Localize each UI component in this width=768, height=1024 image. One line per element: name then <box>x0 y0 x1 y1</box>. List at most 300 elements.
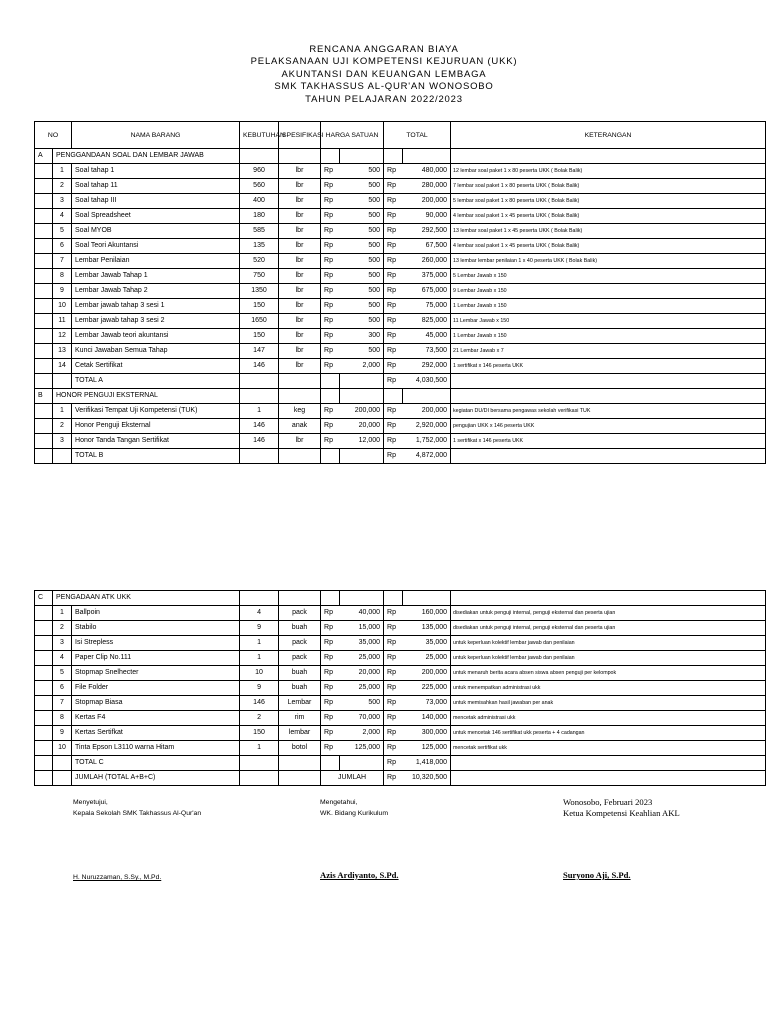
unit-price: 20,000 <box>340 666 384 681</box>
row-no: 11 <box>53 314 72 329</box>
approver-title: Kepala Sekolah SMK Takhassus Al-Qur'an <box>73 810 202 817</box>
empty-cell <box>240 149 279 164</box>
table-row <box>35 224 766 239</box>
empty-cell <box>35 269 53 284</box>
empty-cell <box>340 149 384 164</box>
acknowledger-title: WK. Bidang Kurikulum <box>320 810 388 817</box>
price-currency: Rp <box>321 636 340 651</box>
total-value: 1,418,000 <box>403 756 451 771</box>
empty-cell <box>35 696 53 711</box>
unit-price: 500 <box>340 696 384 711</box>
item-qty: 520 <box>240 254 279 269</box>
item-total: 2,920,000 <box>403 419 451 434</box>
item-name: Lembar Jawab Tahap 2 <box>72 284 240 299</box>
header-subtitle: PELAKSANAAN UJI KOMPETENSI KEJURUAN (UKK) <box>250 56 518 68</box>
total-row <box>35 449 766 464</box>
total-currency: Rp <box>384 434 403 449</box>
empty-cell <box>53 449 72 464</box>
empty-cell <box>35 651 53 666</box>
signature-approver <box>73 797 201 819</box>
total-currency: Rp <box>384 299 403 314</box>
item-unit: lbr <box>279 269 321 284</box>
empty-cell <box>451 591 766 606</box>
item-qty: 180 <box>240 209 279 224</box>
header-year: TAHUN PELAJARAN 2022/2023 <box>305 93 463 105</box>
item-name: Isi Strepless <box>72 636 240 651</box>
table-row <box>35 711 766 726</box>
price-currency: Rp <box>321 741 340 756</box>
unit-price: 500 <box>340 224 384 239</box>
total-currency: Rp <box>384 329 403 344</box>
empty-cell <box>35 329 53 344</box>
empty-cell <box>35 666 53 681</box>
item-note: 21 Lembar Jawab x 7 <box>451 344 766 359</box>
item-qty: 146 <box>240 434 279 449</box>
price-currency: Rp <box>321 269 340 284</box>
item-total: 73,000 <box>403 696 451 711</box>
item-name: Tinta Epson L3110 warna Hitam <box>72 741 240 756</box>
empty-cell <box>340 449 384 464</box>
table-row <box>35 651 766 666</box>
row-no: 6 <box>53 681 72 696</box>
item-name: Verifikasi Tempat Uji Kompetensi (TUK) <box>72 404 240 419</box>
unit-price: 40,000 <box>340 606 384 621</box>
section-title: PENGADAAN ATK UKK <box>53 591 240 606</box>
section-header-row <box>35 389 766 404</box>
section-header-row <box>35 149 766 164</box>
price-currency: Rp <box>321 681 340 696</box>
item-name: Lembar Jawab teori akuntansi <box>72 329 240 344</box>
total-currency: Rp <box>384 239 403 254</box>
price-currency: Rp <box>321 254 340 269</box>
item-note: 4 lembar soal paket 1 x 45 peserta UKK ( Bolak Balik) <box>451 209 766 224</box>
table-row <box>35 681 766 696</box>
unit-price: 500 <box>340 194 384 209</box>
approver-name: H. Nuruzzaman, S.Sy., M.Pd. <box>73 874 162 881</box>
section-code: B <box>35 389 53 404</box>
row-no: 6 <box>53 239 72 254</box>
price-currency: Rp <box>321 299 340 314</box>
item-unit: pack <box>279 651 321 666</box>
empty-cell <box>340 756 384 771</box>
row-no: 14 <box>53 359 72 374</box>
empty-cell <box>35 239 53 254</box>
section-code: A <box>35 149 53 164</box>
empty-cell <box>35 434 53 449</box>
empty-cell <box>35 681 53 696</box>
col-note: KETERANGAN <box>451 122 766 149</box>
section-header-row <box>35 591 766 606</box>
item-name: Soal tahap 1 <box>72 164 240 179</box>
acknowledger-name: Azis Ardiyanto, S.Pd. <box>320 870 399 880</box>
row-no: 2 <box>53 179 72 194</box>
row-no: 2 <box>53 621 72 636</box>
empty-cell <box>279 149 321 164</box>
empty-cell <box>35 254 53 269</box>
col-price: HARGA SATUAN <box>321 122 384 149</box>
table-row <box>35 194 766 209</box>
empty-cell <box>35 164 53 179</box>
item-note: 13 lembar lembar penilaian 1 x 40 peserta UKK ( Bolak Balik) <box>451 254 766 269</box>
empty-cell <box>321 449 340 464</box>
empty-cell <box>35 606 53 621</box>
empty-cell <box>321 756 340 771</box>
total-currency: Rp <box>384 224 403 239</box>
item-note: mencetak sertifikat ukk <box>451 741 766 756</box>
empty-cell <box>35 299 53 314</box>
row-no: 10 <box>53 741 72 756</box>
item-qty: 9 <box>240 621 279 636</box>
item-qty: 1 <box>240 651 279 666</box>
empty-cell <box>53 374 72 389</box>
item-note: untuk keperluan kolektif lembar jawab dan penilaian <box>451 651 766 666</box>
total-row <box>35 756 766 771</box>
empty-cell <box>451 756 766 771</box>
item-total: 67,500 <box>403 239 451 254</box>
row-no: 1 <box>53 404 72 419</box>
item-note: pengujian UKK x 146 peserta UKK <box>451 419 766 434</box>
row-no: 9 <box>53 284 72 299</box>
item-name: Soal tahap III <box>72 194 240 209</box>
row-no: 8 <box>53 711 72 726</box>
total-currency: Rp <box>384 209 403 224</box>
item-qty: 9 <box>240 681 279 696</box>
total-value: 4,872,000 <box>403 449 451 464</box>
price-currency: Rp <box>321 651 340 666</box>
unit-price: 20,000 <box>340 419 384 434</box>
item-unit: lbr <box>279 239 321 254</box>
unit-price: 500 <box>340 179 384 194</box>
total-currency: Rp <box>384 636 403 651</box>
unit-price: 70,000 <box>340 711 384 726</box>
item-name: File Folder <box>72 681 240 696</box>
empty-cell <box>403 149 451 164</box>
item-total: 200,000 <box>403 404 451 419</box>
item-name: Paper Clip No.111 <box>72 651 240 666</box>
table-row <box>35 164 766 179</box>
empty-cell <box>321 389 340 404</box>
total-currency: Rp <box>384 164 403 179</box>
item-note: 12 lembar soal paket 1 x 80 peserta UKK ( Bolak Balik) <box>451 164 766 179</box>
item-unit: botol <box>279 741 321 756</box>
col-unit: SPESIFIKASI <box>279 122 321 149</box>
total-currency: Rp <box>384 756 403 771</box>
table-header-row <box>35 122 766 149</box>
item-total: 135,000 <box>403 621 451 636</box>
empty-cell <box>240 374 279 389</box>
table-row <box>35 621 766 636</box>
item-total: 280,000 <box>403 179 451 194</box>
empty-cell <box>279 374 321 389</box>
item-unit: lbr <box>279 299 321 314</box>
table-row <box>35 359 766 374</box>
row-no: 2 <box>53 419 72 434</box>
signature-acknowledger <box>320 797 388 819</box>
section-title: PENGGANDAAN SOAL DAN LEMBAR JAWAB <box>53 149 240 164</box>
empty-cell <box>35 179 53 194</box>
item-note: untuk memisahkan hasil jawaban per anak <box>451 696 766 711</box>
empty-cell <box>240 449 279 464</box>
unit-price: 125,000 <box>340 741 384 756</box>
empty-cell <box>451 771 766 786</box>
item-note: untuk keperluan kolektif lembar jawab dan penilaian <box>451 636 766 651</box>
item-note: untuk menempatkan administrasi ukk <box>451 681 766 696</box>
col-total: TOTAL <box>384 122 451 149</box>
item-total: 260,000 <box>403 254 451 269</box>
item-unit: pack <box>279 636 321 651</box>
row-no: 5 <box>53 666 72 681</box>
head-title: Ketua Kompetensi Keahlian AKL <box>563 808 680 818</box>
empty-cell <box>384 591 403 606</box>
item-unit: anak <box>279 419 321 434</box>
empty-cell <box>384 149 403 164</box>
total-currency: Rp <box>384 269 403 284</box>
empty-cell <box>53 771 72 786</box>
table-row <box>35 404 766 419</box>
table-row <box>35 209 766 224</box>
item-note: 1 Lembar Jawab x 150 <box>451 329 766 344</box>
item-qty: 560 <box>240 179 279 194</box>
item-name: Kunci Jawaban Semua Tahap <box>72 344 240 359</box>
table-row <box>35 329 766 344</box>
price-currency: Rp <box>321 224 340 239</box>
empty-cell <box>35 194 53 209</box>
item-name: Lembar jawab tahap 3 sesi 1 <box>72 299 240 314</box>
item-note: 1 sertifikat x 146 peserta UKK <box>451 434 766 449</box>
empty-cell <box>35 209 53 224</box>
empty-cell <box>279 591 321 606</box>
item-qty: 10 <box>240 666 279 681</box>
item-total: 300,000 <box>403 726 451 741</box>
price-currency: Rp <box>321 239 340 254</box>
item-qty: 4 <box>240 606 279 621</box>
item-qty: 150 <box>240 726 279 741</box>
item-name: Soal Teori Akuntansi <box>72 239 240 254</box>
unit-price: 500 <box>340 209 384 224</box>
empty-cell <box>321 591 340 606</box>
item-unit: pack <box>279 606 321 621</box>
item-total: 292,000 <box>403 359 451 374</box>
item-total: 375,000 <box>403 269 451 284</box>
price-currency: Rp <box>321 344 340 359</box>
empty-cell <box>35 374 53 389</box>
table-row <box>35 419 766 434</box>
item-total: 140,000 <box>403 711 451 726</box>
grand-total-currency: Rp <box>384 771 403 786</box>
price-currency: Rp <box>321 434 340 449</box>
item-total: 200,000 <box>403 666 451 681</box>
empty-cell <box>35 404 53 419</box>
total-currency: Rp <box>384 741 403 756</box>
item-unit: buah <box>279 681 321 696</box>
empty-cell <box>451 389 766 404</box>
total-currency: Rp <box>384 359 403 374</box>
total-currency: Rp <box>384 284 403 299</box>
item-total: 75,000 <box>403 299 451 314</box>
price-currency: Rp <box>321 329 340 344</box>
empty-cell <box>384 389 403 404</box>
item-name: Kertas F4 <box>72 711 240 726</box>
unit-price: 500 <box>340 269 384 284</box>
total-value: 4,030,500 <box>403 374 451 389</box>
grand-total-label: JUMLAH (TOTAL A+B+C) <box>72 771 240 786</box>
row-no: 9 <box>53 726 72 741</box>
price-currency: Rp <box>321 164 340 179</box>
unit-price: 500 <box>340 254 384 269</box>
item-total: 73,500 <box>403 344 451 359</box>
empty-cell <box>35 284 53 299</box>
item-note: untuk mencetak 146 sertifikat ukk peserta + 4 cadangan <box>451 726 766 741</box>
empty-cell <box>451 449 766 464</box>
item-total: 35,000 <box>403 636 451 651</box>
item-unit: lbr <box>279 344 321 359</box>
empty-cell <box>279 449 321 464</box>
row-no: 1 <box>53 606 72 621</box>
item-note: 5 Lembar Jawab x 150 <box>451 269 766 284</box>
item-unit: rim <box>279 711 321 726</box>
item-total: 825,000 <box>403 314 451 329</box>
item-qty: 1 <box>240 741 279 756</box>
item-note: 4 lembar soal paket 1 x 45 peserta UKK ( Bolak Balik) <box>451 239 766 254</box>
row-no: 13 <box>53 344 72 359</box>
unit-price: 25,000 <box>340 681 384 696</box>
item-qty: 146 <box>240 419 279 434</box>
item-unit: lembar <box>279 726 321 741</box>
table-row <box>35 606 766 621</box>
unit-price: 500 <box>340 164 384 179</box>
grand-total-mid-label: JUMLAH <box>321 771 384 786</box>
item-qty: 1650 <box>240 314 279 329</box>
item-total: 480,000 <box>403 164 451 179</box>
total-label: TOTAL A <box>72 374 240 389</box>
table-row <box>35 741 766 756</box>
item-unit: lbr <box>279 224 321 239</box>
price-currency: Rp <box>321 209 340 224</box>
unit-price: 500 <box>340 239 384 254</box>
empty-cell <box>35 771 53 786</box>
empty-cell <box>35 359 53 374</box>
total-currency: Rp <box>384 621 403 636</box>
row-no: 12 <box>53 329 72 344</box>
budget-table-ab <box>34 121 766 464</box>
item-total: 675,000 <box>403 284 451 299</box>
row-no: 7 <box>53 254 72 269</box>
price-currency: Rp <box>321 194 340 209</box>
total-currency: Rp <box>384 314 403 329</box>
unit-price: 500 <box>340 344 384 359</box>
price-currency: Rp <box>321 284 340 299</box>
item-unit: lbr <box>279 254 321 269</box>
document-header <box>200 44 568 106</box>
item-qty: 146 <box>240 696 279 711</box>
grand-total-row <box>35 771 766 786</box>
empty-cell <box>35 449 53 464</box>
total-currency: Rp <box>384 711 403 726</box>
total-currency: Rp <box>384 404 403 419</box>
unit-price: 35,000 <box>340 636 384 651</box>
unit-price: 12,000 <box>340 434 384 449</box>
row-no: 10 <box>53 299 72 314</box>
item-total: 1,752,000 <box>403 434 451 449</box>
unit-price: 300 <box>340 329 384 344</box>
empty-cell <box>35 756 53 771</box>
empty-cell <box>321 374 340 389</box>
item-note: 9 Lembar Jawab x 150 <box>451 284 766 299</box>
total-currency: Rp <box>384 666 403 681</box>
price-currency: Rp <box>321 606 340 621</box>
total-currency: Rp <box>384 449 403 464</box>
item-note: mencetak administrasi ukk <box>451 711 766 726</box>
item-name: Kertas Sertifkat <box>72 726 240 741</box>
empty-cell <box>403 389 451 404</box>
total-currency: Rp <box>384 606 403 621</box>
empty-cell <box>35 726 53 741</box>
row-no: 4 <box>53 651 72 666</box>
empty-cell <box>403 591 451 606</box>
item-unit: lbr <box>279 164 321 179</box>
item-total: 25,000 <box>403 651 451 666</box>
item-name: Lembar Jawab Tahap 1 <box>72 269 240 284</box>
item-name: Soal MYOB <box>72 224 240 239</box>
item-unit: lbr <box>279 329 321 344</box>
item-unit: Lembar <box>279 696 321 711</box>
item-note: kegiatan DU/DI bersama pengawas sekolah verifikasi TUK <box>451 404 766 419</box>
price-currency: Rp <box>321 179 340 194</box>
price-currency: Rp <box>321 621 340 636</box>
item-qty: 147 <box>240 344 279 359</box>
price-currency: Rp <box>321 404 340 419</box>
item-unit: lbr <box>279 194 321 209</box>
item-name: Ballpoin <box>72 606 240 621</box>
grand-total-value: 10,320,500 <box>403 771 451 786</box>
item-total: 90,000 <box>403 209 451 224</box>
price-currency: Rp <box>321 726 340 741</box>
item-total: 200,000 <box>403 194 451 209</box>
empty-cell <box>321 149 340 164</box>
empty-cell <box>279 756 321 771</box>
price-currency: Rp <box>321 359 340 374</box>
approver-label: Menyetujui, <box>73 799 108 806</box>
section-code: C <box>35 591 53 606</box>
empty-cell <box>340 389 384 404</box>
total-currency: Rp <box>384 419 403 434</box>
unit-price: 500 <box>340 314 384 329</box>
table-row <box>35 696 766 711</box>
item-total: 160,000 <box>403 606 451 621</box>
table-row <box>35 344 766 359</box>
header-school: SMK TAKHASSUS AL-QUR'AN WONOSOBO <box>274 81 494 93</box>
acknowledger-label: Mengetahui, <box>320 799 358 806</box>
item-total: 45,000 <box>403 329 451 344</box>
empty-cell <box>340 374 384 389</box>
row-no: 3 <box>53 194 72 209</box>
item-unit: lbr <box>279 209 321 224</box>
empty-cell <box>240 591 279 606</box>
empty-cell <box>451 374 766 389</box>
item-note: untuk menaruh berita acara absen siswa absen penguji per kelompok <box>451 666 766 681</box>
item-note: 13 lembar soal paket 1 x 45 peserta UKK ( Bolak Balik) <box>451 224 766 239</box>
row-no: 3 <box>53 434 72 449</box>
empty-cell <box>240 389 279 404</box>
item-unit: lbr <box>279 314 321 329</box>
budget-table-c <box>34 590 766 786</box>
row-no: 5 <box>53 224 72 239</box>
item-note: 11 Lembar Jawab x 150 <box>451 314 766 329</box>
price-currency: Rp <box>321 696 340 711</box>
table-row <box>35 434 766 449</box>
total-currency: Rp <box>384 179 403 194</box>
item-qty: 135 <box>240 239 279 254</box>
